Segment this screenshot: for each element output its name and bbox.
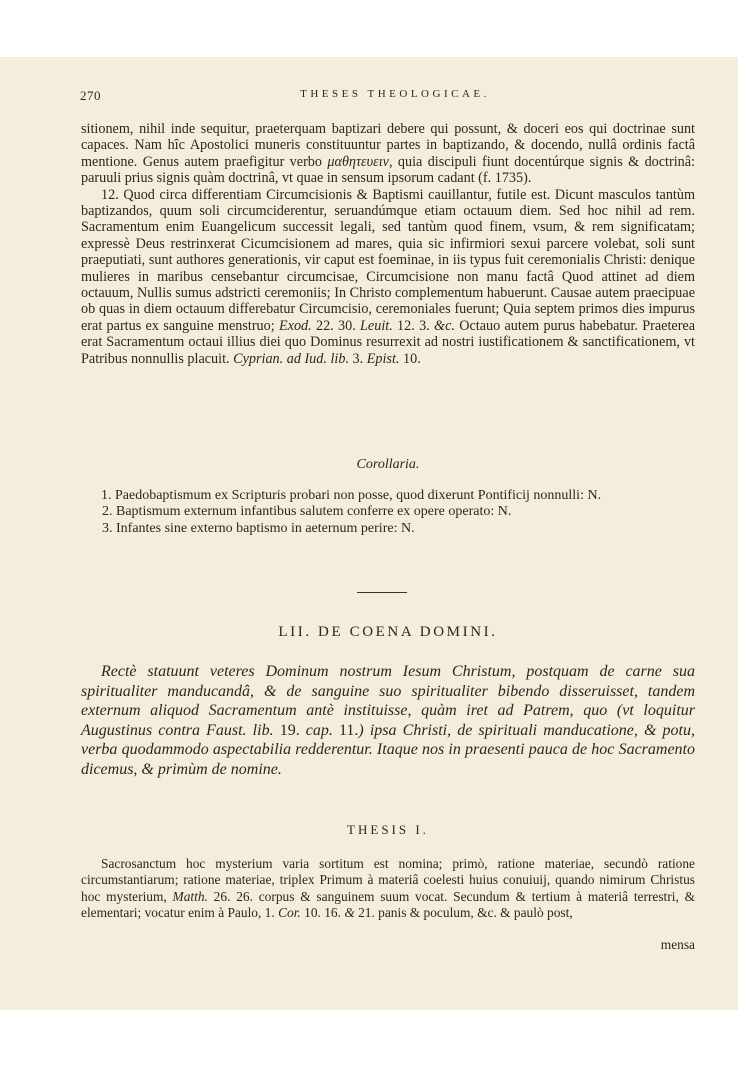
ref-cyprian: Cyprian. ad Iud. lib. [233, 350, 349, 367]
continuation-paragraph [81, 121, 695, 367]
paragraph-12-text: 12. Quod circa differentiam Circumcisionis & Baptismi cauillantur, futile est. Dicunt masculos tantùm baptizandos, quum soli circumciderentur, seruandúmque etiam octauum diem. Sed hoc nihil ad rem. Sacramentum enim Euangelicum successit legali, sed tantùm quod finem, vsum, & rem significatam; expressè Deus restrinxerat Cicumcisionem ad mares, quia sic infirmiori sexui parcere volebat, soli sunt praeputiati, sunt authores generationis, vir caput est foeminae, in iis typus fuit ceremonialis Christi: denique mulieres in maribus censebantur circumcisae, Circumcisione non manu factâ Quod attinet ad diem octauum, Nullis sumus adstricti ceremoniis; In Christo complementum habuerunt. Causae autem praecipuae ob quas in diem octauum differebatur Circumcisio, ceremoniales fuerunt; Quia septem primos dies impurus erat partus ex sanguine menstruo; [81, 186, 695, 334]
paragraph-12 [81, 187, 695, 367]
continuation-text: sitionem, nihil inde sequitur, praeterquam baptizari debere qui possunt, & doceri eos qui doctrinae sunt capaces. Nam hîc Apostolici muneris constituuntur partes in baptizando, & docendo, nullâ ordinis factâ mentione. Genus autem praefigitur verbo [81, 121, 695, 170]
corollary-item: 2. Baptismum externum infantibus salutem conferre ex opere operato: N. [102, 504, 512, 520]
corollaria-heading: Corollaria. [356, 457, 420, 472]
paragraph-12-text-mid: Octauo autem purus habebatur. Praeterea erat Sacramentum octaui illius diei quo Dominus resurrexit ad nostri iustificationem & sanctificationem, vt Patribus nonnullis placuit. [81, 317, 696, 367]
thesis-text-2: 26. 26. corpus & sanguinem suum vocat. Secundum & tertium à materiâ terrestri, & elementari; vocatur enim à Paulo, 1. [81, 888, 696, 921]
corollary-item: 1. Paedobaptismum ex Scripturis probari non posse, quod dixerunt Pontificij nonnulli: N. [101, 488, 602, 503]
etc-abbrev: &c. [434, 317, 455, 334]
thesis-text-3: 10. 16. [300, 905, 345, 921]
intro-number-1: 19. [279, 721, 300, 739]
intro-paragraph [81, 662, 695, 780]
ref-corinthians: Cor. [278, 905, 301, 921]
section-heading: LII. DE COENA DOMINI. [278, 624, 498, 640]
ref-exodus: Exod. [278, 317, 312, 334]
intro-number-2: 11. [339, 721, 359, 739]
ref-cyprian-number: 3. [349, 350, 367, 367]
intro-part-2: ) ipsa Christi, de spirituali manducatione, & potu, verba quodammodo aspectabilia redderentur. Itaque nos in praesenti pauca de hoc Sacramento dicemus, & primùm de nomine. [81, 721, 695, 778]
ref-leviticus: Leuit. [360, 317, 393, 334]
running-title: THESES THEOLOGICAE. [300, 88, 490, 100]
ref-matthew: Matth. [172, 888, 208, 904]
ref-exodus-number: 22. 30. [311, 317, 361, 334]
corollary-list [81, 488, 695, 537]
thesis-text-4: 21. panis & poculum, &c. & paulò post, [354, 905, 573, 921]
greek-word: μαθητευειν [327, 153, 389, 170]
ampersand: & [344, 905, 355, 921]
ref-leviticus-number: 12. 3. [392, 317, 435, 334]
intro-part-1: Rectè statuunt veteres Dominum nostrum Iesum Christum, postquam de carne sua spiritualiter manducandâ, & de sanguine suo spiritualiter bibendo disseruisset, tandem externum aliquod Sacramentum antè instituisse, quàm iret ad Patrem, quo (vt loquitur Augustinus contra Faust. lib. [81, 663, 695, 739]
thesis-text-1: Sacrosanctum hoc mysterium varia sortitum est nomina; primò, ratione materiae, secundò ratione circumstantiarum; ratione materiae, triplex Primum à materiâ coelesti huius conuiuij, quando nimirum Christus hoc mysterium, [81, 856, 695, 904]
page-number: 270 [80, 88, 101, 103]
corollary-item: 3. Infantes sine externo baptismo in aeternum perire: N. [102, 520, 415, 536]
continuation-text-end: , quia discipuli fiunt docentúrque signis & doctrinâ: paruuli prius signis quàm doctrinâ, vt quae in sensum ipsorum cadant (f. 1735). [81, 153, 695, 187]
thesis-paragraph [81, 856, 695, 922]
ref-epist: Epist. [366, 350, 400, 367]
intro-cap: cap. [299, 721, 340, 739]
section-divider [357, 592, 407, 593]
catchword: mensa [660, 937, 695, 952]
ref-epist-number: 10. [399, 350, 421, 367]
thesis-heading: THESIS I. [347, 822, 429, 837]
